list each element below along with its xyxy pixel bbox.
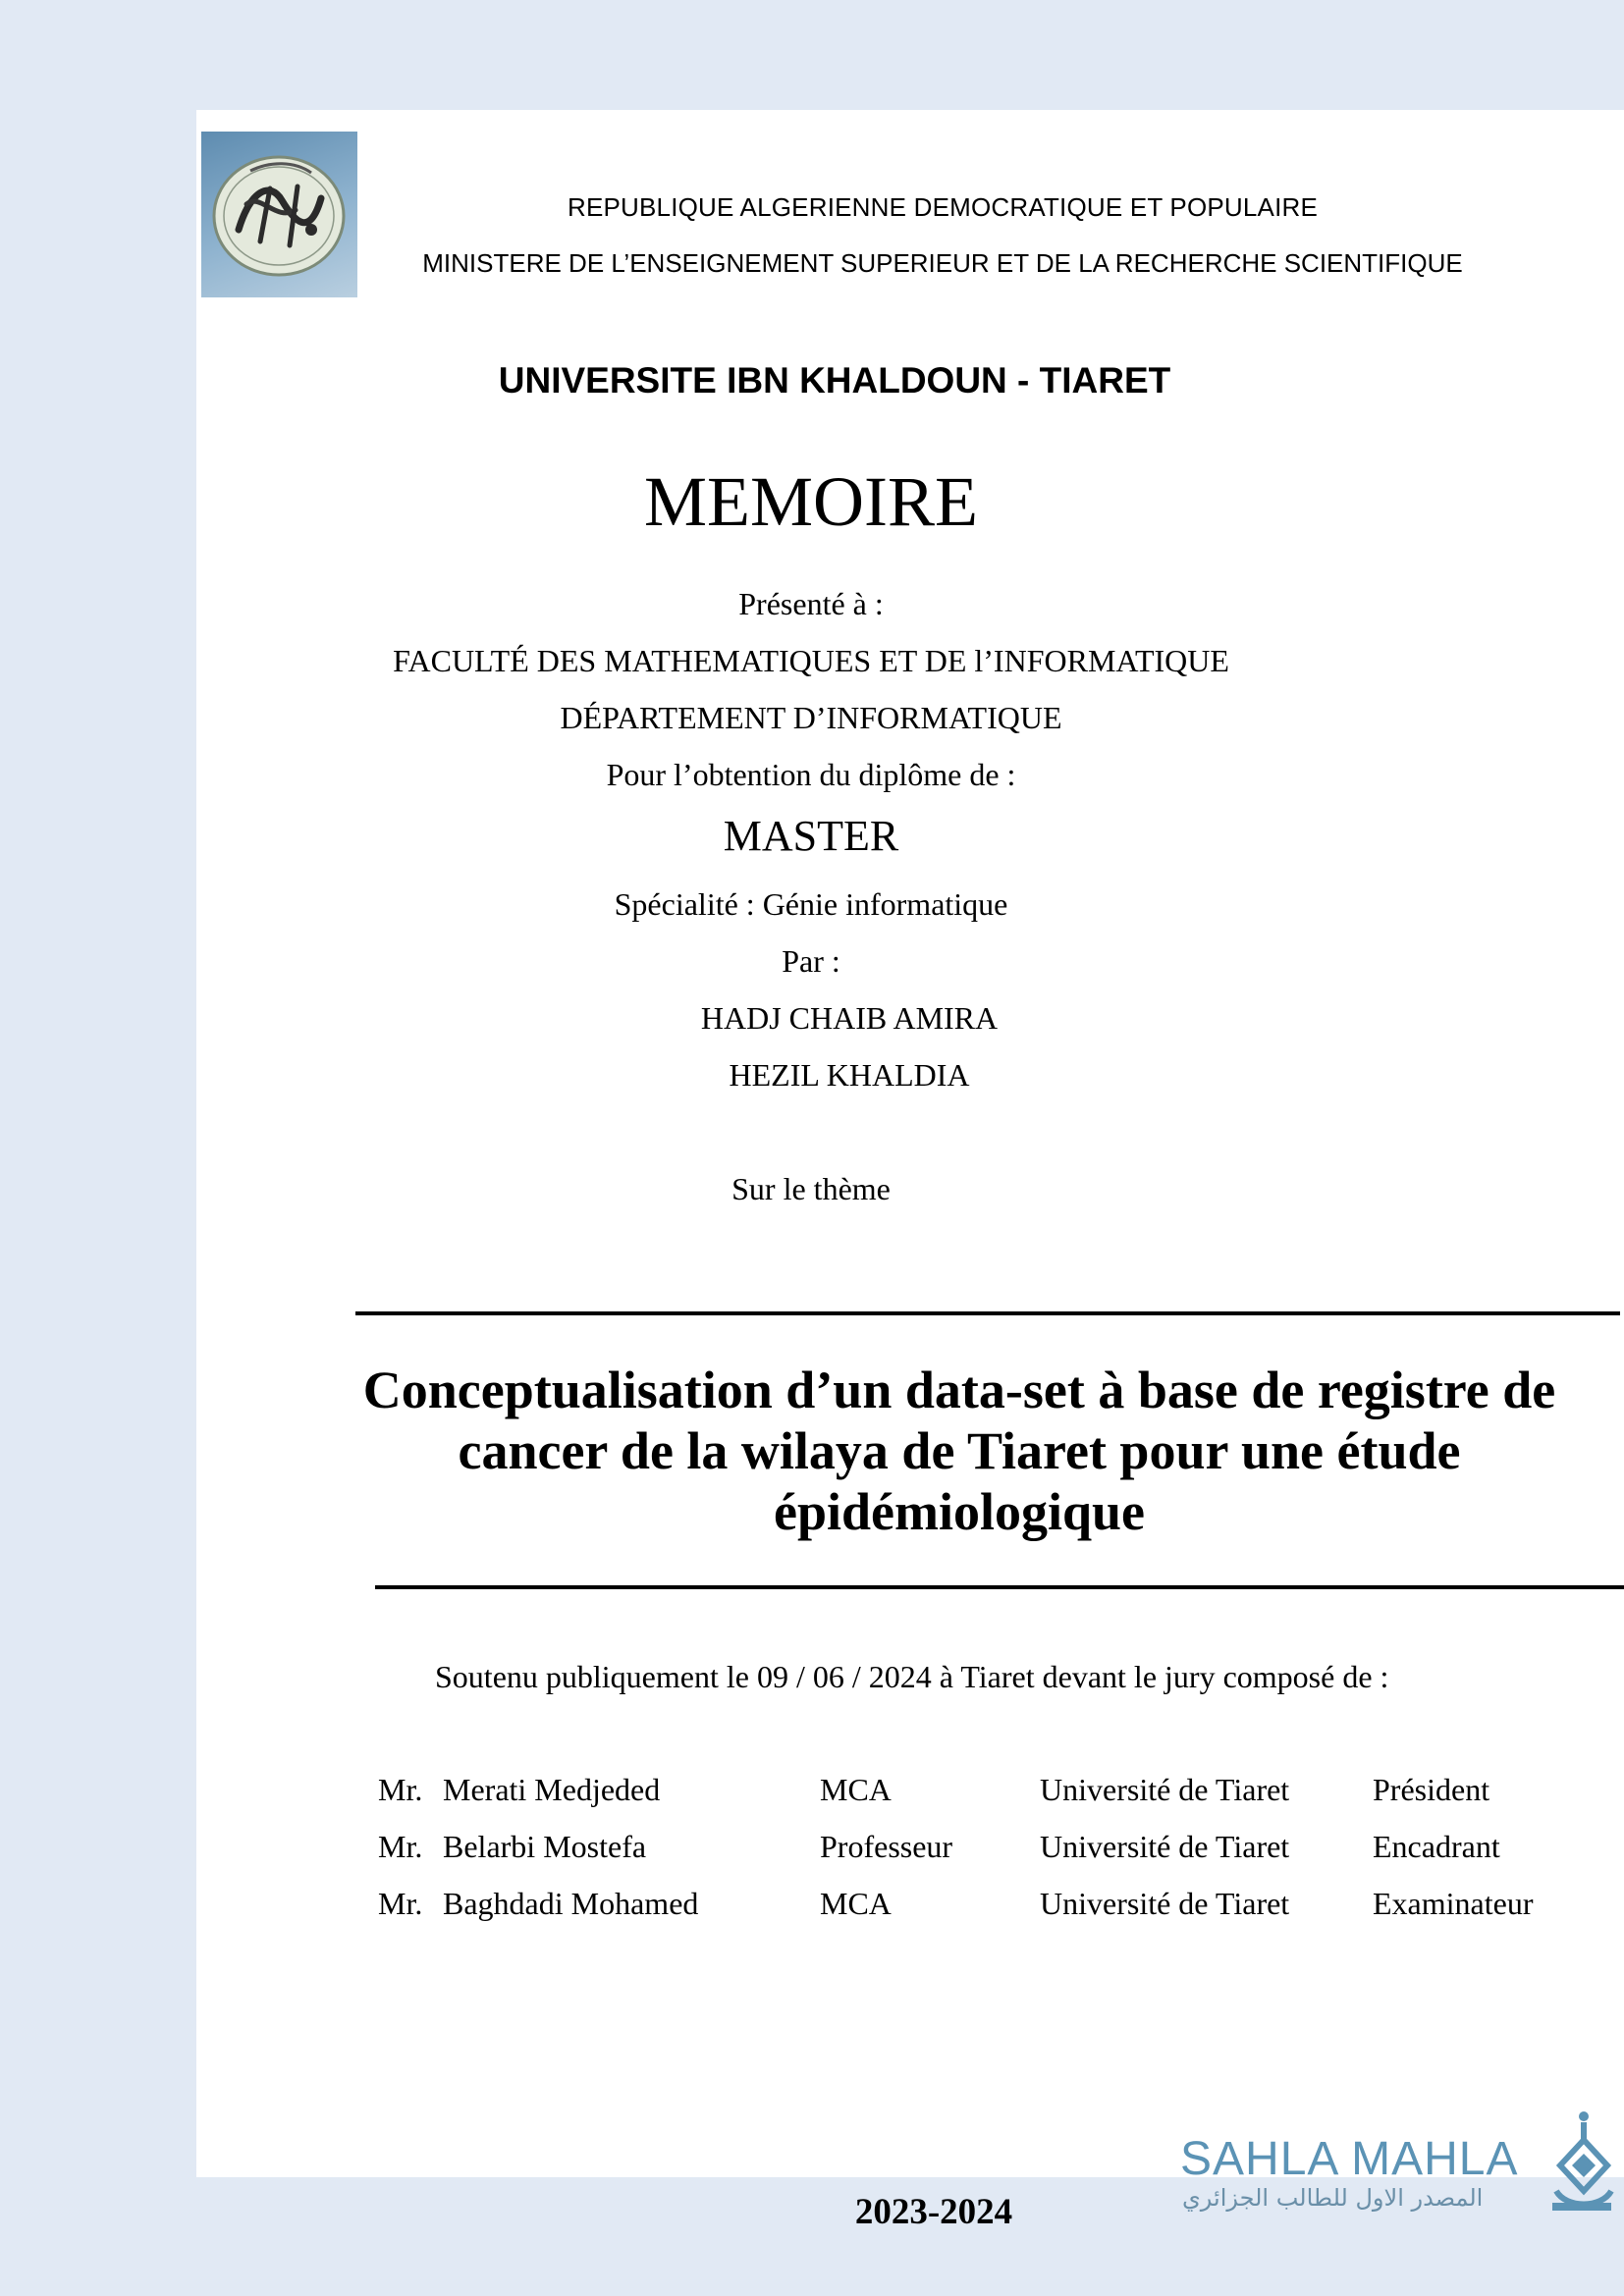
jury-role: Président — [1373, 1772, 1490, 1807]
academic-year: 2023-2024 — [854, 2192, 1013, 2232]
jury-institution: Université de Tiaret — [1040, 1829, 1290, 1864]
department-name: DÉPARTEMENT D’INFORMATIQUE — [560, 700, 1062, 735]
degree-name: MASTER — [723, 812, 899, 860]
defense-statement: Soutenu publiquement le 09 / 06 / 2024 à Tiaret devant le jury composé de : — [435, 1659, 1389, 1694]
jury-grade: MCA — [820, 1886, 892, 1921]
jury-title: Mr. — [378, 1886, 423, 1921]
jury-role: Encadrant — [1373, 1829, 1500, 1864]
author-name: HEZIL KHALDIA — [729, 1057, 970, 1093]
jury-name: Belarbi Mostefa — [443, 1829, 647, 1864]
watermark-tagline: المصدر الاول للطالب الجزائري — [1182, 2184, 1484, 2212]
faculty-name: FACULTÉ DES MATHEMATIQUES ET DE l’INFORMATIQUE — [393, 643, 1229, 678]
title-top-rule — [355, 1311, 1620, 1315]
watermark-logo-icon — [1546, 2110, 1617, 2224]
diploma-intro: Pour l’obtention du diplôme de : — [606, 757, 1016, 792]
republic-heading: REPUBLIQUE ALGERIENNE DEMOCRATIQUE ET POPULAIRE — [567, 192, 1319, 222]
jury-title: Mr. — [378, 1772, 423, 1807]
title-bottom-rule — [375, 1585, 1624, 1589]
watermark-brand: SAHLA MAHLA — [1180, 2133, 1519, 2185]
jury-institution: Université de Tiaret — [1040, 1886, 1290, 1921]
document-type: MEMOIRE — [644, 462, 978, 541]
speciality: Spécialité : Génie informatique — [614, 886, 1008, 922]
university-name: UNIVERSITE IBN KHALDOUN - TIARET — [498, 360, 1171, 400]
jury-grade: Professeur — [820, 1829, 953, 1864]
jury-name: Baghdadi Mohamed — [443, 1886, 699, 1921]
presented-to-label: Présenté à : — [738, 586, 884, 621]
jury-institution: Université de Tiaret — [1040, 1772, 1290, 1807]
jury-name: Merati Medjeded — [443, 1772, 661, 1807]
thesis-title: Conceptualisation d’un data-set à base de registre de cancer de la wilaya de Tiaret pour une étude épidémiologique — [362, 1361, 1556, 1541]
jury-role: Examinateur — [1373, 1886, 1534, 1921]
author-name: HADJ CHAIB AMIRA — [700, 1000, 999, 1036]
by-label: Par : — [782, 943, 840, 979]
jury-grade: MCA — [820, 1772, 892, 1807]
jury-title: Mr. — [378, 1829, 423, 1864]
document-page — [196, 110, 1624, 2177]
ministry-heading: MINISTERE DE L’ENSEIGNEMENT SUPERIEUR ET DE LA RECHERCHE SCIENTIFIQUE — [422, 248, 1463, 278]
theme-label: Sur le thème — [731, 1171, 891, 1206]
